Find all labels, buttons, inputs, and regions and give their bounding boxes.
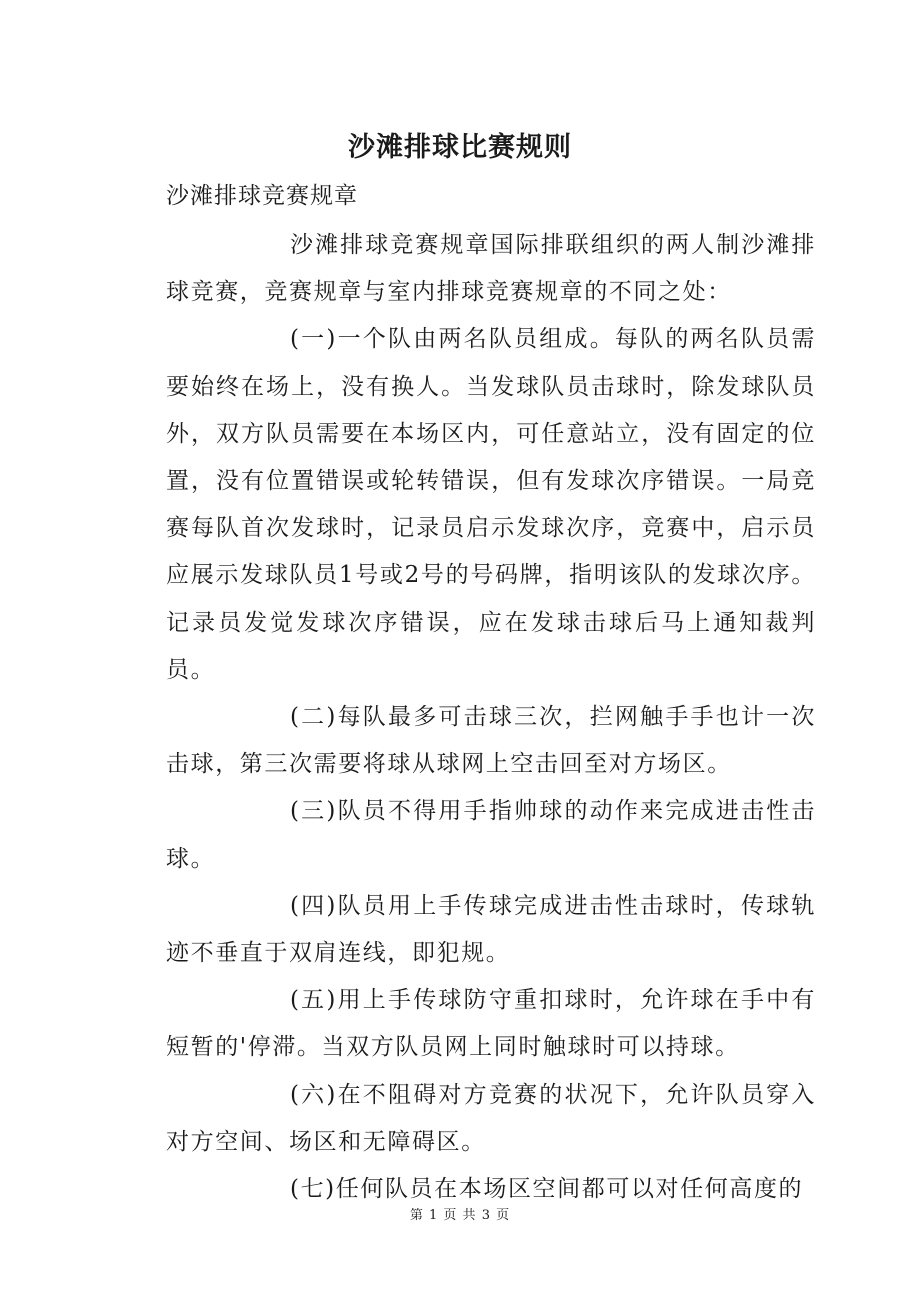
paragraph-rule-5: (五)用上手传球防守重扣球时，允许球在手中有短暂的'停滞。当双方队员网上同时触球时可以持球。 (166, 987, 816, 1061)
paragraph-rule-3: (三)队员不得用手指帅球的动作来完成进击性击球。 (166, 798, 816, 872)
paragraph-rule-7: (七)任何队员在本场区空间都可以对任何高度的 (290, 1176, 804, 1203)
paragraph-rule-6: (六)在不阻碍对方竞赛的状况下，允许队员穿入对方空间、场区和无障碍区。 (166, 1081, 816, 1155)
document-body (166, 222, 816, 1213)
paragraph-intro: 沙滩排球竞赛规章国际排联组织的两人制沙滩排球竞赛，竞赛规章与室内排球竞赛规章的不同之处： (166, 232, 816, 306)
document-title: 沙滩排球比赛规则 (348, 132, 572, 163)
page-number: 第 1 页 共 3 页 (409, 1208, 511, 1223)
paragraph-rule-4: (四)队员用上手传球完成进击性击球时，传球轨迹不垂直于双肩连线，即犯规。 (166, 892, 816, 967)
document-subtitle: 沙滩排球竞赛规章 (166, 183, 358, 209)
paragraph-rule-1: (一)一个队由两名队员组成。每队的两名队员需要始终在场上，没有换人。当发球队员击球时，除发球队员外，双方队员需要在本场区内，可任意站立，没有固定的位置，没有位置错误或轮转错误，但有发球次序错误。一局竞赛每队首次发球时，记录员启示发球次序，竞赛中，启示员应展示发球队员1号或2号的号码牌，指明该队的发球次序。记录员发觉发球次序错误，应在发球击球后马上通知裁判员。 (166, 326, 816, 683)
paragraph-rule-2: (二)每队最多可击球三次，拦网触手手也计一次击球，第三次需要将球从球网上空击回至对方场区。 (166, 704, 816, 778)
